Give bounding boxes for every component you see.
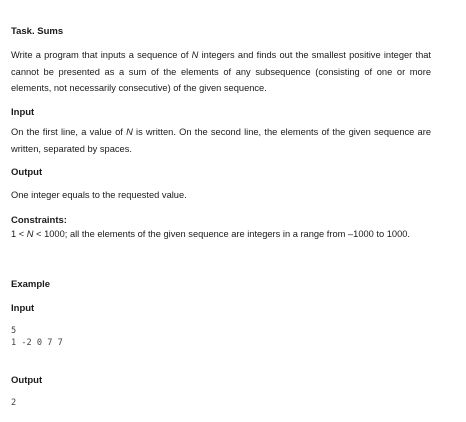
output-heading: Output (11, 167, 43, 178)
statement-part1: Write a program that inputs a sequence of (11, 50, 192, 60)
input-desc-part1: On the first line, a value of (11, 127, 127, 137)
statement-part2: integers and finds out the smallest positive integer that cannot be presented as a sum of the elements of any subsequence (consisting of one or more elements, not necessarily consecutive) of the given sequence. (11, 50, 431, 93)
input-desc-part2: is written. On the second line, the elements of the given sequence are written, separated by spaces. (11, 127, 431, 154)
constraints-part1: 1 < (11, 229, 27, 239)
input-description (11, 124, 431, 157)
statement-n: N (191, 50, 199, 60)
problem-statement (11, 47, 431, 97)
example-input-line-1: 5 (11, 326, 17, 336)
output-desc-text: One integer equals to the requested value. (11, 190, 187, 200)
example-input-heading: Input (11, 303, 35, 314)
constraints-part2: < 1000; all the elements of the given sequence are integers in a range from –1000 to 1000. (33, 229, 411, 239)
example-output-heading: Output (11, 375, 43, 386)
input-desc-n: N (126, 127, 133, 137)
constraints-text (11, 226, 431, 243)
example-input-line-2: 1 -2 0 7 7 (11, 338, 63, 348)
task-title: Task. Sums (11, 26, 64, 37)
example-output-value: 2 (11, 398, 17, 408)
example-heading: Example (11, 279, 51, 290)
constraints-n: N (26, 229, 34, 239)
input-heading: Input (11, 107, 35, 118)
constraints-heading: Constraints: (11, 215, 67, 226)
output-description (11, 187, 431, 204)
